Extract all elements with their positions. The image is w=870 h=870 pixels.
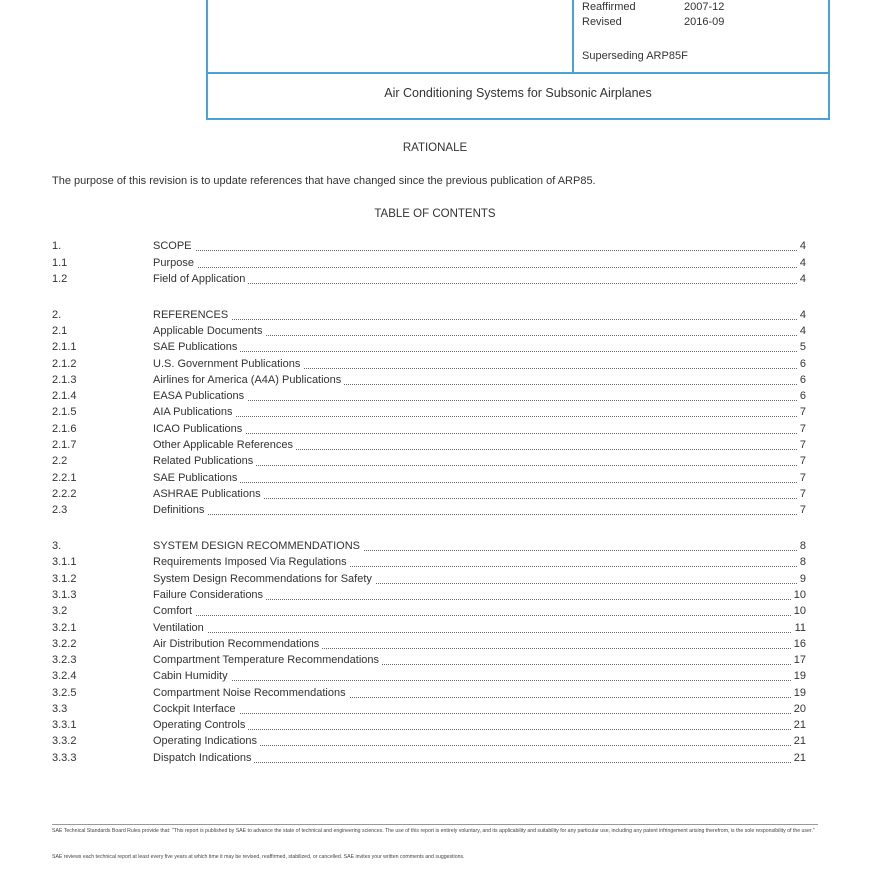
toc-entry-title: AIA Publications: [153, 406, 236, 418]
toc-entry-number: 1.1: [52, 257, 68, 269]
toc-dot-leader: [153, 351, 801, 352]
toc-entry-title: Air Distribution Recommendations: [153, 638, 322, 650]
toc-entry-title: Definitions: [153, 504, 207, 516]
rationale-text: The purpose of this revision is to update references that have changed since the previous publication of ARP85.: [52, 175, 596, 187]
toc-entry[interactable]: [0, 439, 870, 453]
toc-entry-title: Cabin Humidity: [153, 670, 231, 682]
toc-dot-leader: [153, 250, 801, 251]
toc-entry-title: System Design Recommendations for Safety: [153, 573, 375, 585]
toc-entry[interactable]: [0, 719, 870, 733]
toc-entry-page: 4: [797, 309, 806, 321]
toc-dot-leader: [153, 729, 801, 730]
toc-entry-page: 7: [797, 488, 806, 500]
toc-entry-page: 7: [797, 455, 806, 467]
toc-entry-number: 2.2.1: [52, 472, 77, 484]
toc-entry-page: 19: [791, 687, 806, 699]
toc-entry[interactable]: [0, 390, 870, 404]
toc-entry-page: 4: [797, 273, 806, 285]
toc-dot-leader: [153, 713, 801, 714]
toc-entry-page: 16: [791, 638, 806, 650]
toc-entry-page: 6: [797, 358, 806, 370]
toc-entry-number: 3.2.3: [52, 654, 77, 666]
header-divider-horizontal: [208, 72, 828, 74]
toc-entry-title: Requirements Imposed Via Regulations: [153, 556, 350, 568]
toc-entry-number: 2.1: [52, 325, 68, 337]
toc-entry-title: Other Applicable References: [153, 439, 296, 451]
toc-entry-number: 1.: [52, 240, 62, 252]
toc-entry-number: 3.3.3: [52, 752, 77, 764]
toc-entry-number: 3.2.5: [52, 687, 77, 699]
toc-entry[interactable]: [0, 703, 870, 717]
document-title: Air Conditioning Systems for Subsonic Airplanes: [384, 86, 652, 100]
toc-heading: TABLE OF CONTENTS: [374, 208, 496, 220]
toc-entry-number: 2.1.4: [52, 390, 77, 402]
toc-entry[interactable]: [0, 654, 870, 668]
toc-dot-leader: [153, 482, 801, 483]
toc-entry[interactable]: [0, 406, 870, 420]
toc-entry-number: 2.1.6: [52, 423, 77, 435]
toc-entry[interactable]: [0, 455, 870, 469]
toc-entry[interactable]: [0, 325, 870, 339]
toc-entry[interactable]: [0, 273, 870, 287]
toc-entry[interactable]: [0, 341, 870, 355]
toc-entry-page: 9: [797, 573, 806, 585]
toc-entry-number: 2.1.2: [52, 358, 77, 370]
toc-dot-leader: [153, 267, 801, 268]
toc-entry[interactable]: [0, 309, 870, 323]
toc-entry-number: 3.3.1: [52, 719, 77, 731]
toc-entry-page: 6: [797, 390, 806, 402]
toc-entry-page: 19: [791, 670, 806, 682]
toc-entry[interactable]: [0, 540, 870, 554]
toc-entry-number: 3.1.3: [52, 589, 77, 601]
toc-entry-number: 2.1.5: [52, 406, 77, 418]
toc-entry-page: 6: [797, 374, 806, 386]
toc-entry[interactable]: [0, 358, 870, 372]
toc-entry[interactable]: [0, 573, 870, 587]
toc-dot-leader: [153, 433, 801, 434]
toc-entry-number: 2.3: [52, 504, 68, 516]
toc-entry-page: 10: [791, 605, 806, 617]
toc-entry-title: SAE Publications: [153, 341, 240, 353]
toc-entry-title: SCOPE: [153, 240, 195, 252]
toc-entry-number: 3.2.2: [52, 638, 77, 650]
toc-dot-leader: [153, 680, 801, 681]
toc-entry[interactable]: [0, 556, 870, 570]
toc-entry-page: 7: [797, 439, 806, 451]
rationale-heading: RATIONALE: [402, 142, 468, 154]
toc-dot-leader: [153, 319, 801, 320]
toc-entry-page: 4: [797, 257, 806, 269]
toc-entry[interactable]: [0, 735, 870, 749]
toc-dot-leader: [153, 632, 801, 633]
toc-entry-number: 3.1.2: [52, 573, 77, 585]
toc-entry-page: 8: [797, 556, 806, 568]
footer-divider: [52, 824, 818, 825]
document-header-box: [206, 0, 830, 120]
toc-entry-title: Related Publications: [153, 455, 256, 467]
toc-entry-number: 2.1.1: [52, 341, 77, 353]
toc-entry[interactable]: [0, 589, 870, 603]
revised-date: 2016-09: [684, 16, 725, 28]
toc-entry-page: 7: [797, 504, 806, 516]
toc-entry-title: ASHRAE Publications: [153, 488, 264, 500]
toc-entry[interactable]: [0, 488, 870, 502]
toc-entry[interactable]: [0, 240, 870, 254]
toc-entry-page: 21: [791, 735, 806, 747]
toc-entry-number: 2.1.7: [52, 439, 77, 451]
toc-entry-title: Compartment Temperature Recommendations: [153, 654, 382, 666]
header-divider-vertical: [572, 0, 574, 74]
toc-entry-page: 21: [791, 752, 806, 764]
toc-dot-leader: [153, 514, 801, 515]
toc-entry-title: Ventilation: [153, 622, 207, 634]
toc-entry-number: 3.3: [52, 703, 68, 715]
toc-entry-title: EASA Publications: [153, 390, 247, 402]
toc-entry-title: Airlines for America (A4A) Publications: [153, 374, 344, 386]
toc-entry-title: Compartment Noise Recommendations: [153, 687, 349, 699]
toc-entry-page: 7: [797, 423, 806, 435]
toc-dot-leader: [153, 416, 801, 417]
toc-entry-page: 10: [791, 589, 806, 601]
toc-entry-title: Operating Controls: [153, 719, 248, 731]
reaffirmed-date: 2007-12: [684, 1, 725, 13]
toc-entry[interactable]: [0, 504, 870, 518]
toc-entry-number: 1.2: [52, 273, 68, 285]
toc-entry-title: Field of Application: [153, 273, 248, 285]
toc-entry-number: 3.: [52, 540, 62, 552]
toc-entry-number: 2.: [52, 309, 62, 321]
toc-entry[interactable]: [0, 374, 870, 388]
toc-entry-number: 2.2: [52, 455, 68, 467]
reaffirmed-label: Reaffirmed: [582, 1, 636, 13]
toc-entry-page: 7: [797, 472, 806, 484]
toc-dot-leader: [153, 400, 801, 401]
toc-dot-leader: [153, 283, 801, 284]
footer-review-note: SAE reviews each technical report at least every five years at which time it may be revised, reaffirmed, stabilized, or cancelled. SAE invites your written comments and suggestions.: [52, 854, 465, 860]
superseding-note: Superseding ARP85F: [582, 50, 688, 62]
toc-entry[interactable]: [0, 257, 870, 271]
toc-entry-title: Comfort: [153, 605, 195, 617]
toc-entry-page: 7: [797, 406, 806, 418]
toc-entry-page: 5: [797, 341, 806, 353]
toc-entry-title: Failure Considerations: [153, 589, 266, 601]
toc-entry-page: 21: [791, 719, 806, 731]
toc-entry-number: 2.1.3: [52, 374, 77, 386]
toc-entry-page: 4: [797, 325, 806, 337]
toc-entry-title: U.S. Government Publications: [153, 358, 303, 370]
toc-entry-number: 3.2.1: [52, 622, 77, 634]
toc-entry-title: REFERENCES: [153, 309, 231, 321]
toc-entry-number: 3.2: [52, 605, 68, 617]
toc-entry-title: SYSTEM DESIGN RECOMMENDATIONS: [153, 540, 363, 552]
footer-disclaimer: SAE Technical Standards Board Rules provide that: "This report is published by SAE to advance the state of technical and engineering sciences. The use of this report is entirely voluntary, and its applicability and suitability for any particular use, including any patent infringement arising therefrom, is the sole responsibility of the user.": [52, 828, 815, 834]
toc-entry-number: 3.3.2: [52, 735, 77, 747]
toc-entry-title: ICAO Publications: [153, 423, 245, 435]
toc-entry-number: 3.2.4: [52, 670, 77, 682]
toc-entry-page: 20: [791, 703, 806, 715]
toc-entry-title: Operating Indications: [153, 735, 260, 747]
toc-entry-title: Cockpit Interface: [153, 703, 239, 715]
toc-entry-page: 11: [792, 622, 806, 634]
revised-label: Revised: [582, 16, 622, 28]
toc-entry[interactable]: [0, 752, 870, 766]
toc-entry-title: SAE Publications: [153, 472, 240, 484]
toc-entry[interactable]: [0, 670, 870, 684]
toc-entry[interactable]: [0, 605, 870, 619]
toc-dot-leader: [153, 615, 801, 616]
toc-entry-number: 2.2.2: [52, 488, 77, 500]
toc-entry-page: 17: [791, 654, 806, 666]
toc-entry-title: Purpose: [153, 257, 197, 269]
toc-entry-page: 8: [797, 540, 806, 552]
toc-entry-title: Dispatch Indications: [153, 752, 254, 764]
toc-entry-title: Applicable Documents: [153, 325, 265, 337]
toc-entry[interactable]: [0, 472, 870, 486]
toc-entry[interactable]: [0, 622, 870, 636]
toc-entry-number: 3.1.1: [52, 556, 77, 568]
toc-entry-page: 4: [797, 240, 806, 252]
toc-entry[interactable]: [0, 687, 870, 701]
toc-entry[interactable]: [0, 638, 870, 652]
toc-entry[interactable]: [0, 423, 870, 437]
